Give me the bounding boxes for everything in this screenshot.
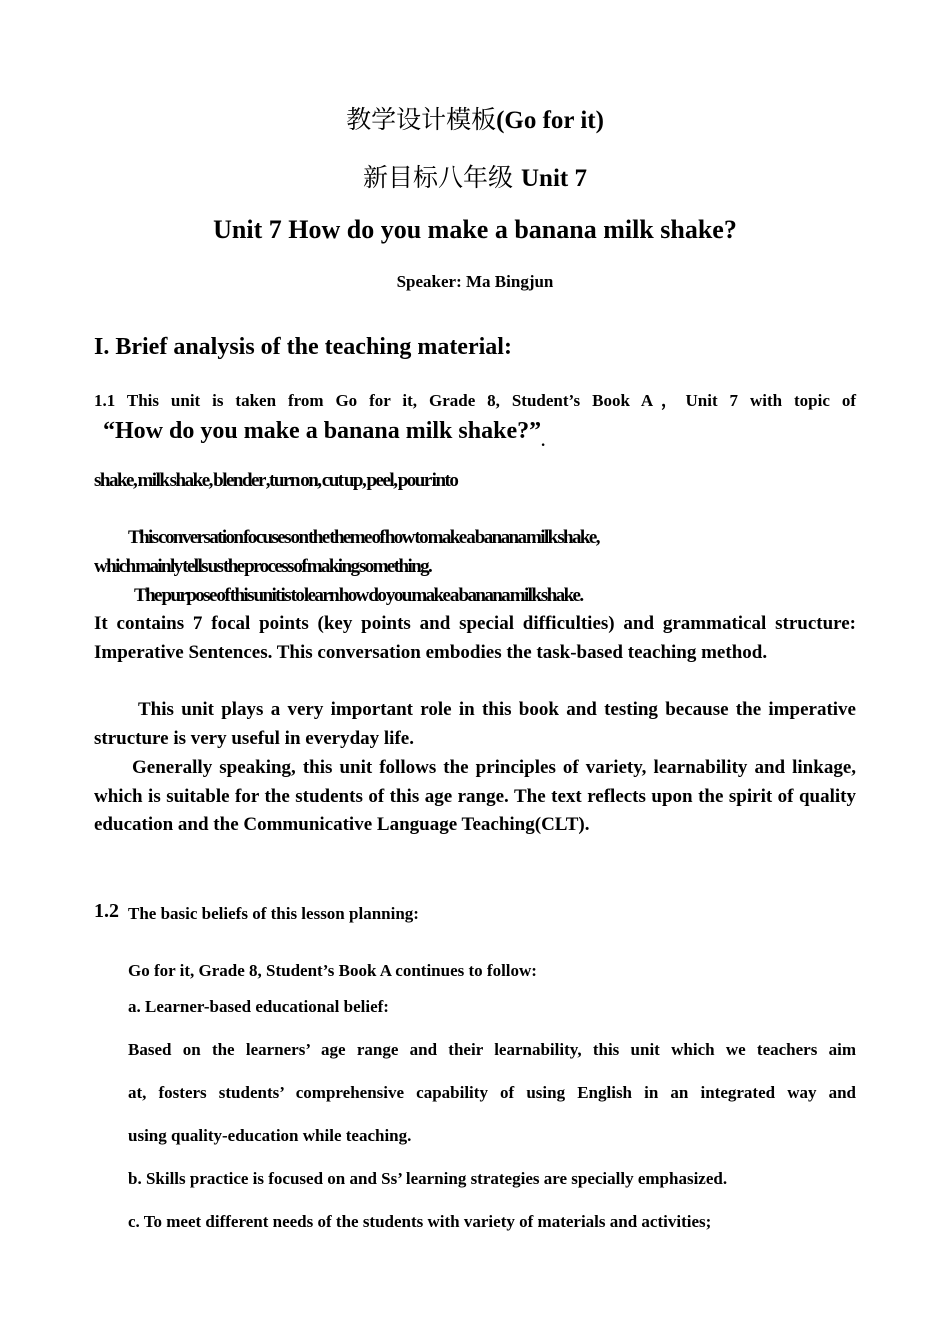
conversation-line-2: which mainly tells us the process of making something.: [94, 556, 432, 577]
section-heading-1: I. Brief analysis of the teaching material:: [94, 334, 512, 360]
paragraph-principles: Generally speaking, this unit follows the principles of variety, learnability and linkage, which is suitable for the students of this age range. The text reflects upon the spirit of quality education and the Communicative Language Teaching(CLT).: [94, 757, 856, 836]
belief-c: c. To meet different needs of the students with variety of materials and activities;: [128, 1212, 712, 1231]
speaker-line: Speaker: Ma Bingjun: [396, 272, 554, 291]
belief-a-line-2: at, fosters students’ comprehensive capability of using English in an integrated way and: [128, 1083, 856, 1102]
topic-quote-dot: .: [541, 433, 546, 450]
vocabulary-line: shake, milk shake, blender ,turn on, cut up, peel, pour into: [94, 470, 458, 491]
conversation-line-1: This conversation focuses on the theme of how to make a banana milk shake,: [128, 527, 599, 548]
topic-quote: [103, 418, 545, 451]
doc-title-line1: [0, 100, 950, 136]
section-heading-1-2: The basic beliefs of this lesson planning:: [128, 904, 419, 923]
unit-title: Unit 7 How do you make a banana milk shake?: [213, 215, 737, 244]
paragraph-1-1: 1.1 This unit is taken from Go for it, Grade 8, Student’s Book A，Unit 7 with topic of: [94, 391, 856, 410]
topic-quote-text: “How do you make a banana milk shake?”: [103, 418, 542, 444]
paragraph-focal-points: It contains 7 focal points (key points and special difficulties) and grammatical structure: Imperative Sentences. This conversation embodies the task-based teaching method.: [94, 613, 856, 663]
section-number-1-2: 1.2: [94, 900, 119, 922]
belief-a-line-3: using quality-education while teaching.: [128, 1126, 412, 1145]
belief-a-line-1: Based on the learners’ age range and their learnability, this unit which we teachers aim: [128, 1040, 856, 1059]
doc-title-line2: [0, 158, 950, 194]
beliefs-intro: Go for it, Grade 8, Student’s Book A continues to follow:: [128, 961, 537, 980]
title-english: (Go for it): [496, 107, 604, 134]
unit-label: Unit 7: [520, 165, 587, 192]
belief-a-heading: a. Learner-based educational belief:: [128, 997, 389, 1016]
belief-b: b. Skills practice is focused on and Ss’ learning strategies are specially emphasized.: [128, 1169, 728, 1188]
purpose-line: The purpose of this unit is to learn how do you make a banana milk shake.: [134, 585, 583, 606]
paragraph-role: This unit plays a very important role in this book and testing because the imperative structure is very useful in everyday life.: [94, 699, 856, 749]
grade-chinese: 新目标八年级: [363, 163, 521, 192]
title-chinese: 教学设计模板: [346, 105, 497, 134]
